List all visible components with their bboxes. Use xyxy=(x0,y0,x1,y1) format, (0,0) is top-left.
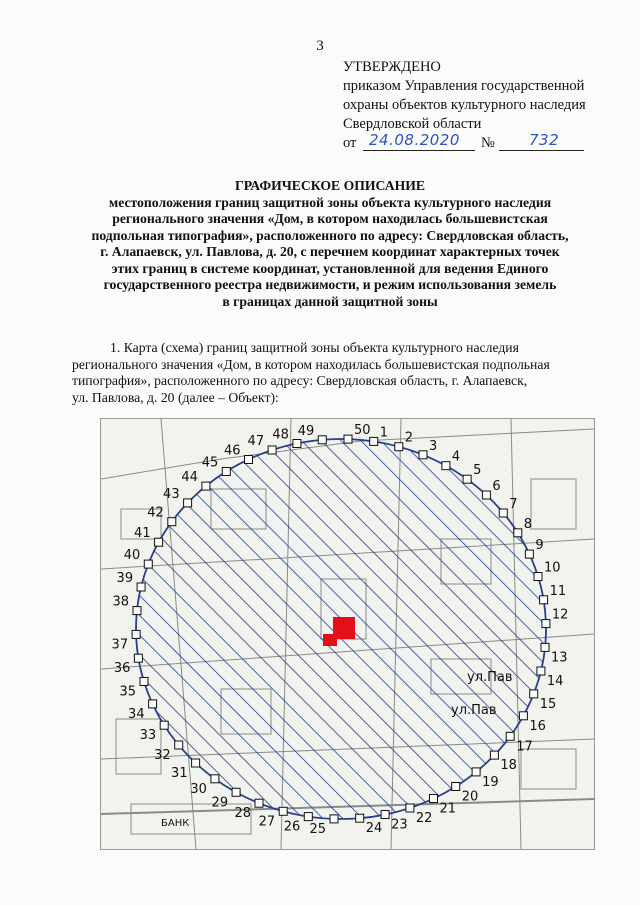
body-paragraph xyxy=(72,340,612,406)
boundary-point-marker xyxy=(463,475,471,483)
building-outline xyxy=(521,749,576,789)
boundary-point-label: 16 xyxy=(529,718,546,734)
boundary-point-marker xyxy=(155,538,163,546)
boundary-point-label: 19 xyxy=(482,774,499,790)
paragraph-line-3: типография», расположенного по адресу: Свердловская область, г. Алапаевск, xyxy=(72,373,528,388)
street-label: ул.Пав xyxy=(467,670,513,685)
boundary-point-marker xyxy=(482,491,490,499)
title-line-5: г. Алапаевск, ул. Павлова, д. 20, с перечнем координат характерных точек xyxy=(100,244,560,259)
approval-heading: УТВЕРЖДЕНО xyxy=(343,59,441,75)
boundary-point-marker xyxy=(184,499,192,507)
boundary-point-label: 9 xyxy=(535,538,544,554)
boundary-point-marker xyxy=(134,654,142,662)
boundary-point-label: 44 xyxy=(181,470,198,486)
title-line-6: этих границ в системе координат, установленной для ведения Единого xyxy=(111,260,549,276)
boundary-point-label: 48 xyxy=(272,427,289,443)
paragraph-line-2: регионального значения «Дом, в котором находилась большевистская подпольная xyxy=(72,356,550,372)
boundary-point-label: 14 xyxy=(546,674,564,689)
boundary-point-label: 47 xyxy=(247,434,265,449)
boundary-point-marker xyxy=(442,462,450,470)
from-prefix: от xyxy=(343,135,357,151)
boundary-point-label: 5 xyxy=(473,463,482,479)
boundary-point-marker xyxy=(222,468,230,476)
boundary-point-label: 24 xyxy=(365,821,383,837)
paragraph-line-4: ул. Павлова, д. 20 (далее – Объект): xyxy=(72,389,279,405)
boundary-point-marker xyxy=(490,751,498,759)
boundary-point-marker xyxy=(472,768,480,776)
boundary-point-label: 12 xyxy=(551,607,569,623)
boundary-point-marker xyxy=(330,815,338,823)
boundary-point-marker xyxy=(514,529,522,537)
boundary-point-marker xyxy=(149,700,157,708)
page-number: 3 xyxy=(316,38,324,54)
boundary-point-marker xyxy=(318,436,326,444)
title-line-4: подпольная типография», расположенного по адресу: Свердловская область, xyxy=(91,227,569,243)
boundary-point-marker xyxy=(211,775,219,783)
boundary-point-label: 21 xyxy=(439,801,457,817)
paragraph-line-1: 1. Карта (схема) границ защитной зоны объекта культурного наследия xyxy=(110,340,519,355)
boundary-point-label: 10 xyxy=(544,560,561,576)
boundary-point-label: 28 xyxy=(234,806,251,822)
boundary-point-marker xyxy=(344,435,352,443)
boundary-point-marker xyxy=(232,788,240,796)
boundary-point-marker xyxy=(293,440,301,448)
boundary-point-label: 27 xyxy=(258,814,276,830)
boundary-point-label: 4 xyxy=(451,449,461,465)
boundary-point-marker xyxy=(419,451,427,459)
boundary-point-marker xyxy=(540,596,548,604)
boundary-point-marker xyxy=(395,443,403,451)
approval-line-3: Свердловской области xyxy=(343,116,482,132)
boundary-point-marker xyxy=(192,759,200,767)
street-label: ул.Пав xyxy=(451,703,497,718)
approval-block xyxy=(343,58,623,154)
boundary-point-marker xyxy=(202,482,210,490)
boundary-point-marker xyxy=(452,783,460,791)
zone-map-svg xyxy=(101,419,594,849)
approval-number: 732 xyxy=(529,131,560,149)
boundary-point-label: 33 xyxy=(139,728,157,744)
boundary-point-marker xyxy=(133,607,141,615)
boundary-point-marker xyxy=(519,712,527,720)
boundary-point-label: 40 xyxy=(123,548,141,564)
boundary-point-marker xyxy=(137,583,145,591)
approval-date: 24.08.2020 xyxy=(369,131,460,149)
boundary-point-label: 15 xyxy=(539,696,557,712)
boundary-point-marker xyxy=(356,814,364,822)
boundary-point-label: 36 xyxy=(113,661,131,677)
boundary-point-label: 8 xyxy=(523,516,533,532)
number-sign: № xyxy=(481,135,495,151)
boundary-point-label: 26 xyxy=(283,819,301,835)
boundary-point-label: 25 xyxy=(309,821,326,837)
title-line-2: местоположения границ защитной зоны объекта культурного наследия xyxy=(108,194,552,210)
boundary-point-label: 1 xyxy=(379,425,388,441)
boundary-point-label: 41 xyxy=(134,526,151,542)
title-line-7: государственного реестра недвижимости, и режим использования земель xyxy=(103,277,557,292)
boundary-point-marker xyxy=(144,560,152,568)
zone-map xyxy=(100,418,595,850)
boundary-point-label: 23 xyxy=(391,817,408,833)
boundary-point-label: 39 xyxy=(116,571,134,586)
title-line-1: ГРАФИЧЕСКОЕ ОПИСАНИЕ xyxy=(234,178,426,193)
boundary-point-marker xyxy=(255,799,263,807)
boundary-point-marker xyxy=(132,630,140,638)
boundary-point-marker xyxy=(370,437,378,445)
boundary-point-label: 2 xyxy=(404,430,414,446)
boundary-point-marker xyxy=(506,732,514,740)
boundary-point-label: 42 xyxy=(147,505,164,521)
boundary-point-marker xyxy=(140,678,148,686)
boundary-point-marker xyxy=(304,813,312,821)
boundary-point-marker xyxy=(168,518,176,526)
boundary-point-marker xyxy=(530,690,538,698)
boundary-point-marker xyxy=(160,721,168,729)
boundary-point-label: 3 xyxy=(429,438,438,454)
boundary-point-label: 22 xyxy=(415,811,433,826)
boundary-point-label: 6 xyxy=(492,479,501,494)
boundary-point-label: 35 xyxy=(119,684,136,700)
boundary-point-marker xyxy=(541,643,549,651)
title-line-8: в границах данной защитной зоны xyxy=(222,293,438,309)
boundary-point-marker xyxy=(245,456,253,464)
boundary-point-marker xyxy=(499,509,507,517)
building-outline xyxy=(531,479,576,529)
boundary-point-label: 31 xyxy=(171,766,188,781)
approval-date-row xyxy=(343,131,623,154)
boundary-point-label: 45 xyxy=(201,455,219,471)
building-outline xyxy=(131,804,251,834)
boundary-point-marker xyxy=(534,573,542,581)
boundary-point-marker xyxy=(430,795,438,803)
boundary-point-label: 11 xyxy=(549,583,567,599)
boundary-point-label: 46 xyxy=(223,443,241,459)
boundary-point-marker xyxy=(537,667,545,675)
boundary-point-label: 18 xyxy=(500,758,517,774)
boundary-point-label: 49 xyxy=(297,423,315,439)
title-line-3: регионального значения «Дом, в котором находилась большевистская xyxy=(112,211,548,226)
approval-line-2: охраны объектов культурного наследия xyxy=(343,97,586,113)
boundary-point-label: 20 xyxy=(461,789,479,805)
boundary-point-label: 38 xyxy=(112,594,129,610)
boundary-point-label: 30 xyxy=(190,781,207,797)
approval-line-1: приказом Управления государственной xyxy=(343,78,585,94)
boundary-point-marker xyxy=(525,550,533,558)
boundary-point-marker xyxy=(381,811,389,819)
boundary-point-marker xyxy=(175,741,183,749)
boundary-point-marker xyxy=(542,620,550,628)
object-annex xyxy=(323,634,337,646)
bank-label: БАНК xyxy=(161,818,190,829)
boundary-point-label: 50 xyxy=(354,423,371,439)
boundary-point-marker xyxy=(268,446,276,454)
document-title xyxy=(40,178,620,310)
boundary-point-label: 13 xyxy=(551,650,568,666)
boundary-point-marker xyxy=(279,807,287,815)
boundary-point-label: 32 xyxy=(154,748,171,763)
boundary-point-label: 34 xyxy=(128,706,145,722)
boundary-point-label: 17 xyxy=(516,739,533,755)
boundary-point-label: 37 xyxy=(111,637,129,653)
boundary-point-label: 43 xyxy=(163,486,180,502)
boundary-point-marker xyxy=(406,804,414,812)
boundary-point-label: 7 xyxy=(509,497,518,512)
boundary-point-label: 29 xyxy=(211,795,229,811)
